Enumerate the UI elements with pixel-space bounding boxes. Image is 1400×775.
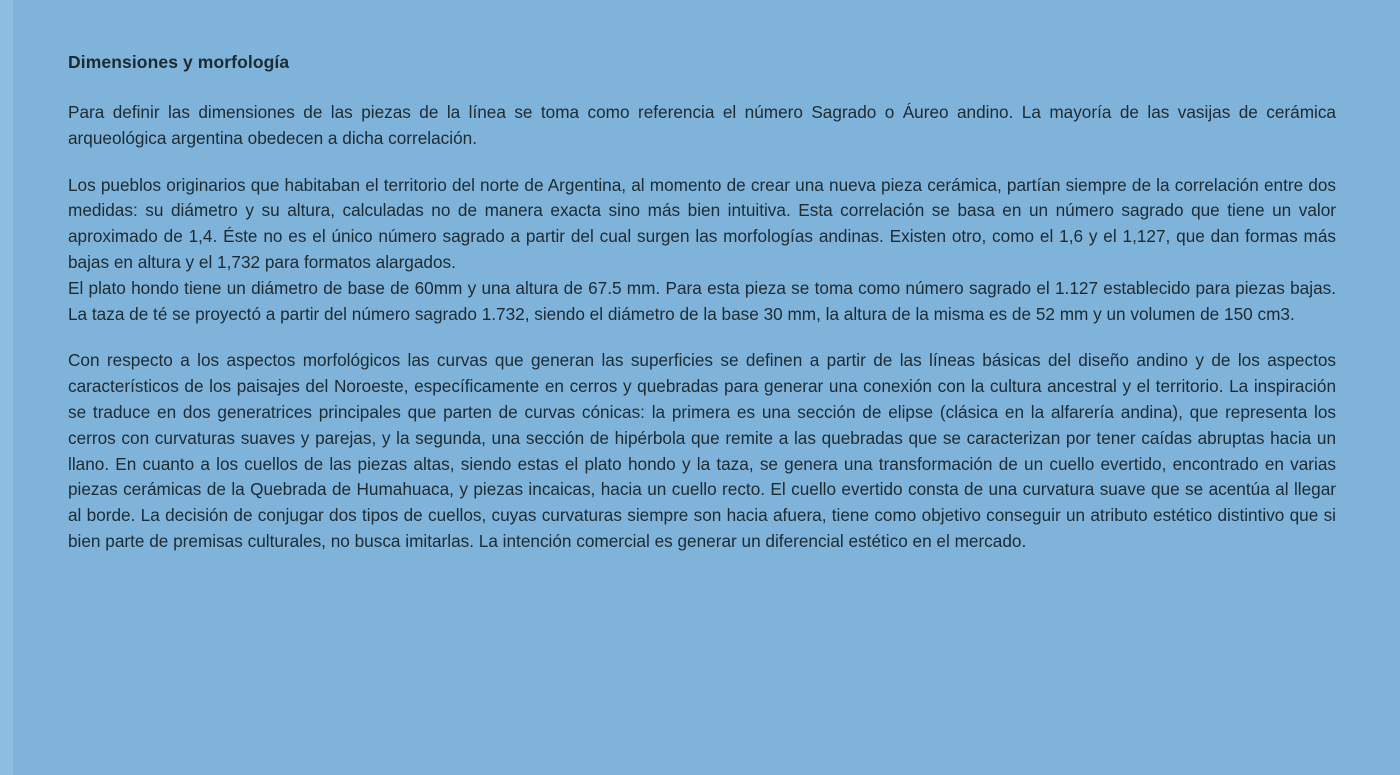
paragraph-3: El plato hondo tiene un diámetro de base de 60mm y una altura de 67.5 mm. Para esta pieza se toma como número sagrado el 1.127 establecido para piezas bajas. La taza de té se proyectó a partir del número sagrado 1.732, siendo el diámetro de la base 30 mm, la altura de la misma es de 52 mm y un volumen de 150 cm3. — [68, 277, 1336, 324]
paragraph-1: Para definir las dimensiones de las piezas de la línea se toma como referencia el número Sagrado o Áureo andino. La mayoría de las vasijas de cerámica arqueológica argentina obedecen a dicha correlación. — [68, 102, 1336, 148]
paragraph-2: Los pueblos originarios que habitaban el territorio del norte de Argentina, al momento de crear una nueva pieza cerámica, partían siempre de la correlación entre dos medidas: su diámetro y su altura, calculadas no de manera exacta sino más bien intuitiva. Esta correlación se basa en un número sagrado que tiene un valor aproximado de 1,4. Éste no es el único número sagrado a partir del cual surgen las morfologías andinas. Existen otro, como el 1,6 y el 1,127, que dan formas más bajas en altura y el 1,732 para formatos alargados. — [68, 174, 1336, 272]
page-left-margin-strip — [0, 0, 13, 775]
section-heading: Dimensiones y morfología — [68, 52, 290, 72]
paragraph-4: Con respecto a los aspectos morfológicos las curvas que generan las superficies se definen a partir de las líneas básicas del diseño andino y de los aspectos característicos de los paisajes del Noroeste, específicamente en cerros y quebradas para generar una conexión con la cultura ancestral y el territorio. La inspiración se traduce en dos generatrices principales que parten de curvas cónicas: la primera es una sección de elipse (clásica en la alfarería andina), que representa los cerros con curvaturas suaves y parejas, y la segunda, una sección de hipérbola que remite a las quebradas que se caracterizan por tener caídas abruptas hacia un llano. En cuanto a los cuellos de las piezas altas, siendo estas el plato hondo y la taza, se genera una transformación de un cuello evertido, encontrado en varias piezas cerámicas de la Quebrada de Humahuaca, y piezas incaicas, hacia un cuello recto. El cuello evertido consta de una curvatura suave que se acentúa al llegar al borde. La decisión de conjugar dos tipos de cuellos, cuyas curvaturas siempre son hacia afuera, tiene como objetivo conseguir un atributo estético distintivo que si bien parte de premisas culturales, no busca imitarlas. La intención comercial es generar un diferencial estético en el mercado. — [68, 350, 1336, 551]
document-content — [68, 52, 1336, 555]
